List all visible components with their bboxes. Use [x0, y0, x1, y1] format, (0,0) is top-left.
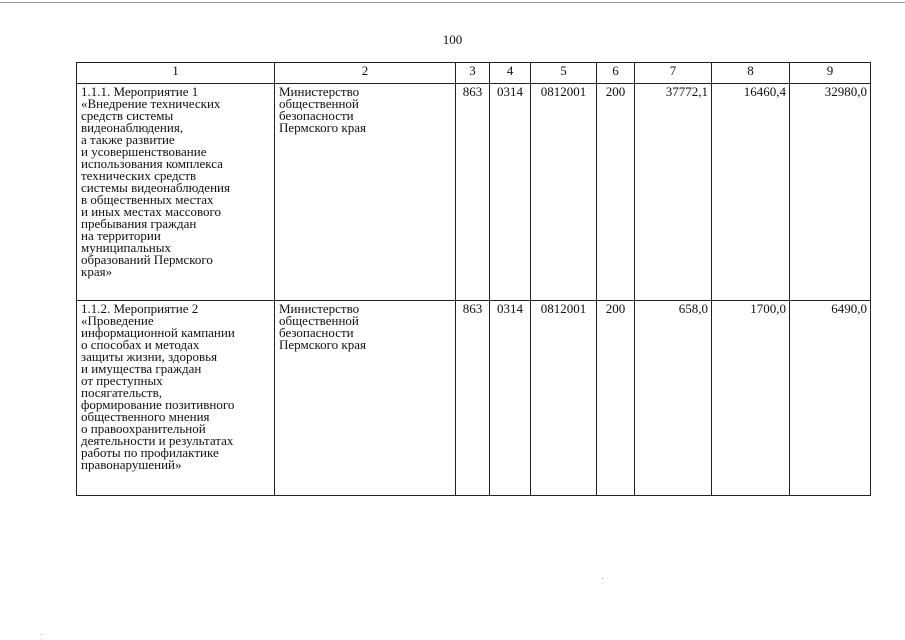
header-cell: 4: [490, 63, 531, 84]
table-header-row: [77, 63, 871, 84]
event-text-line: информационной кампании: [81, 325, 235, 340]
table-row: [77, 301, 871, 496]
executor-text-line: общественной: [279, 96, 359, 111]
value-7-cell: 658,0: [635, 301, 712, 496]
event-text-line: средств системы: [81, 108, 174, 123]
executor-text-line: Министерство: [279, 301, 360, 316]
executor-text-line: общественной: [279, 313, 359, 328]
event-text-line: от преступных: [81, 373, 163, 388]
header-cell: 1: [77, 63, 275, 84]
header-cell: 8: [712, 63, 790, 84]
executor-cell: [275, 301, 456, 496]
event-text-line: посягательств,: [81, 385, 163, 400]
section-cell: 0314: [490, 84, 531, 301]
executor-text-line: безопасности: [279, 325, 354, 340]
event-text-line: деятельности и результатах: [81, 433, 234, 448]
event-text-line: и иных местах массового: [81, 204, 222, 219]
event-text-line: «Проведение: [81, 313, 154, 328]
value-9-cell: 6490,0: [790, 301, 871, 496]
header-cell: 3: [456, 63, 490, 84]
executor-text-line: Пермского края: [279, 337, 366, 352]
event-text-line: формирование позитивного: [81, 397, 235, 412]
event-text-line: системы видеонаблюдения: [81, 180, 230, 195]
scan-top-border: [0, 2, 905, 3]
event-text-line: защиты жизни, здоровья: [81, 349, 218, 364]
executor-text-line: безопасности: [279, 108, 354, 123]
event-text-line: правонарушений»: [81, 457, 182, 472]
event-text-line: о правоохранительной: [81, 421, 206, 436]
expense-type-cell: 200: [597, 84, 635, 301]
executor-text-line: Пермского края: [279, 120, 366, 135]
budget-table: [76, 62, 871, 496]
value-7-cell: 37772,1: [635, 84, 712, 301]
page-number: 100: [442, 32, 463, 47]
header-cell: 2: [275, 63, 456, 84]
table-row: [77, 84, 871, 301]
header-cell: 6: [597, 63, 635, 84]
executor-cell: [275, 84, 456, 301]
target-article-cell: 0812001: [531, 301, 597, 496]
event-text-line: работы по профилактике: [81, 445, 219, 460]
section-cell: 0314: [490, 301, 531, 496]
event-text-line: 1.1.2. Мероприятие 2: [81, 301, 199, 316]
event-text-line: использования комплекса: [81, 156, 223, 171]
event-cell: [77, 84, 275, 301]
event-cell: [77, 301, 275, 496]
event-text-line: «Внедрение технических: [81, 96, 221, 111]
value-8-cell: 1700,0: [712, 301, 790, 496]
scan-speck: [41, 634, 42, 635]
event-text-line: на территории: [81, 228, 161, 243]
executor-text-line: Министерство: [279, 84, 360, 99]
event-text-line: образований Пермского: [81, 252, 213, 267]
event-text-line: в общественных местах: [81, 192, 214, 207]
event-text-line: о способах и методах: [81, 337, 200, 352]
event-text-line: муниципальных: [81, 240, 172, 255]
header-cell: 7: [635, 63, 712, 84]
event-text-line: и усовершенствование: [81, 144, 207, 159]
event-text-line: и имущества граждан: [81, 361, 202, 376]
target-article-cell: 0812001: [531, 84, 597, 301]
event-text-line: а также развитие: [81, 132, 175, 147]
event-text-line: видеонаблюдения,: [81, 120, 184, 135]
scan-speck: [602, 578, 603, 579]
expense-type-cell: 200: [597, 301, 635, 496]
event-text-line: технических средств: [81, 168, 197, 183]
header-cell: 5: [531, 63, 597, 84]
grbs-cell: 863: [456, 301, 490, 496]
value-8-cell: 16460,4: [712, 84, 790, 301]
event-text-line: общественного мнения: [81, 409, 210, 424]
event-text-line: края»: [81, 264, 113, 279]
grbs-cell: 863: [456, 84, 490, 301]
event-text-line: 1.1.1. Мероприятие 1: [81, 84, 199, 99]
value-9-cell: 32980,0: [790, 84, 871, 301]
header-cell: 9: [790, 63, 871, 84]
event-text-line: пребывания граждан: [81, 216, 197, 231]
